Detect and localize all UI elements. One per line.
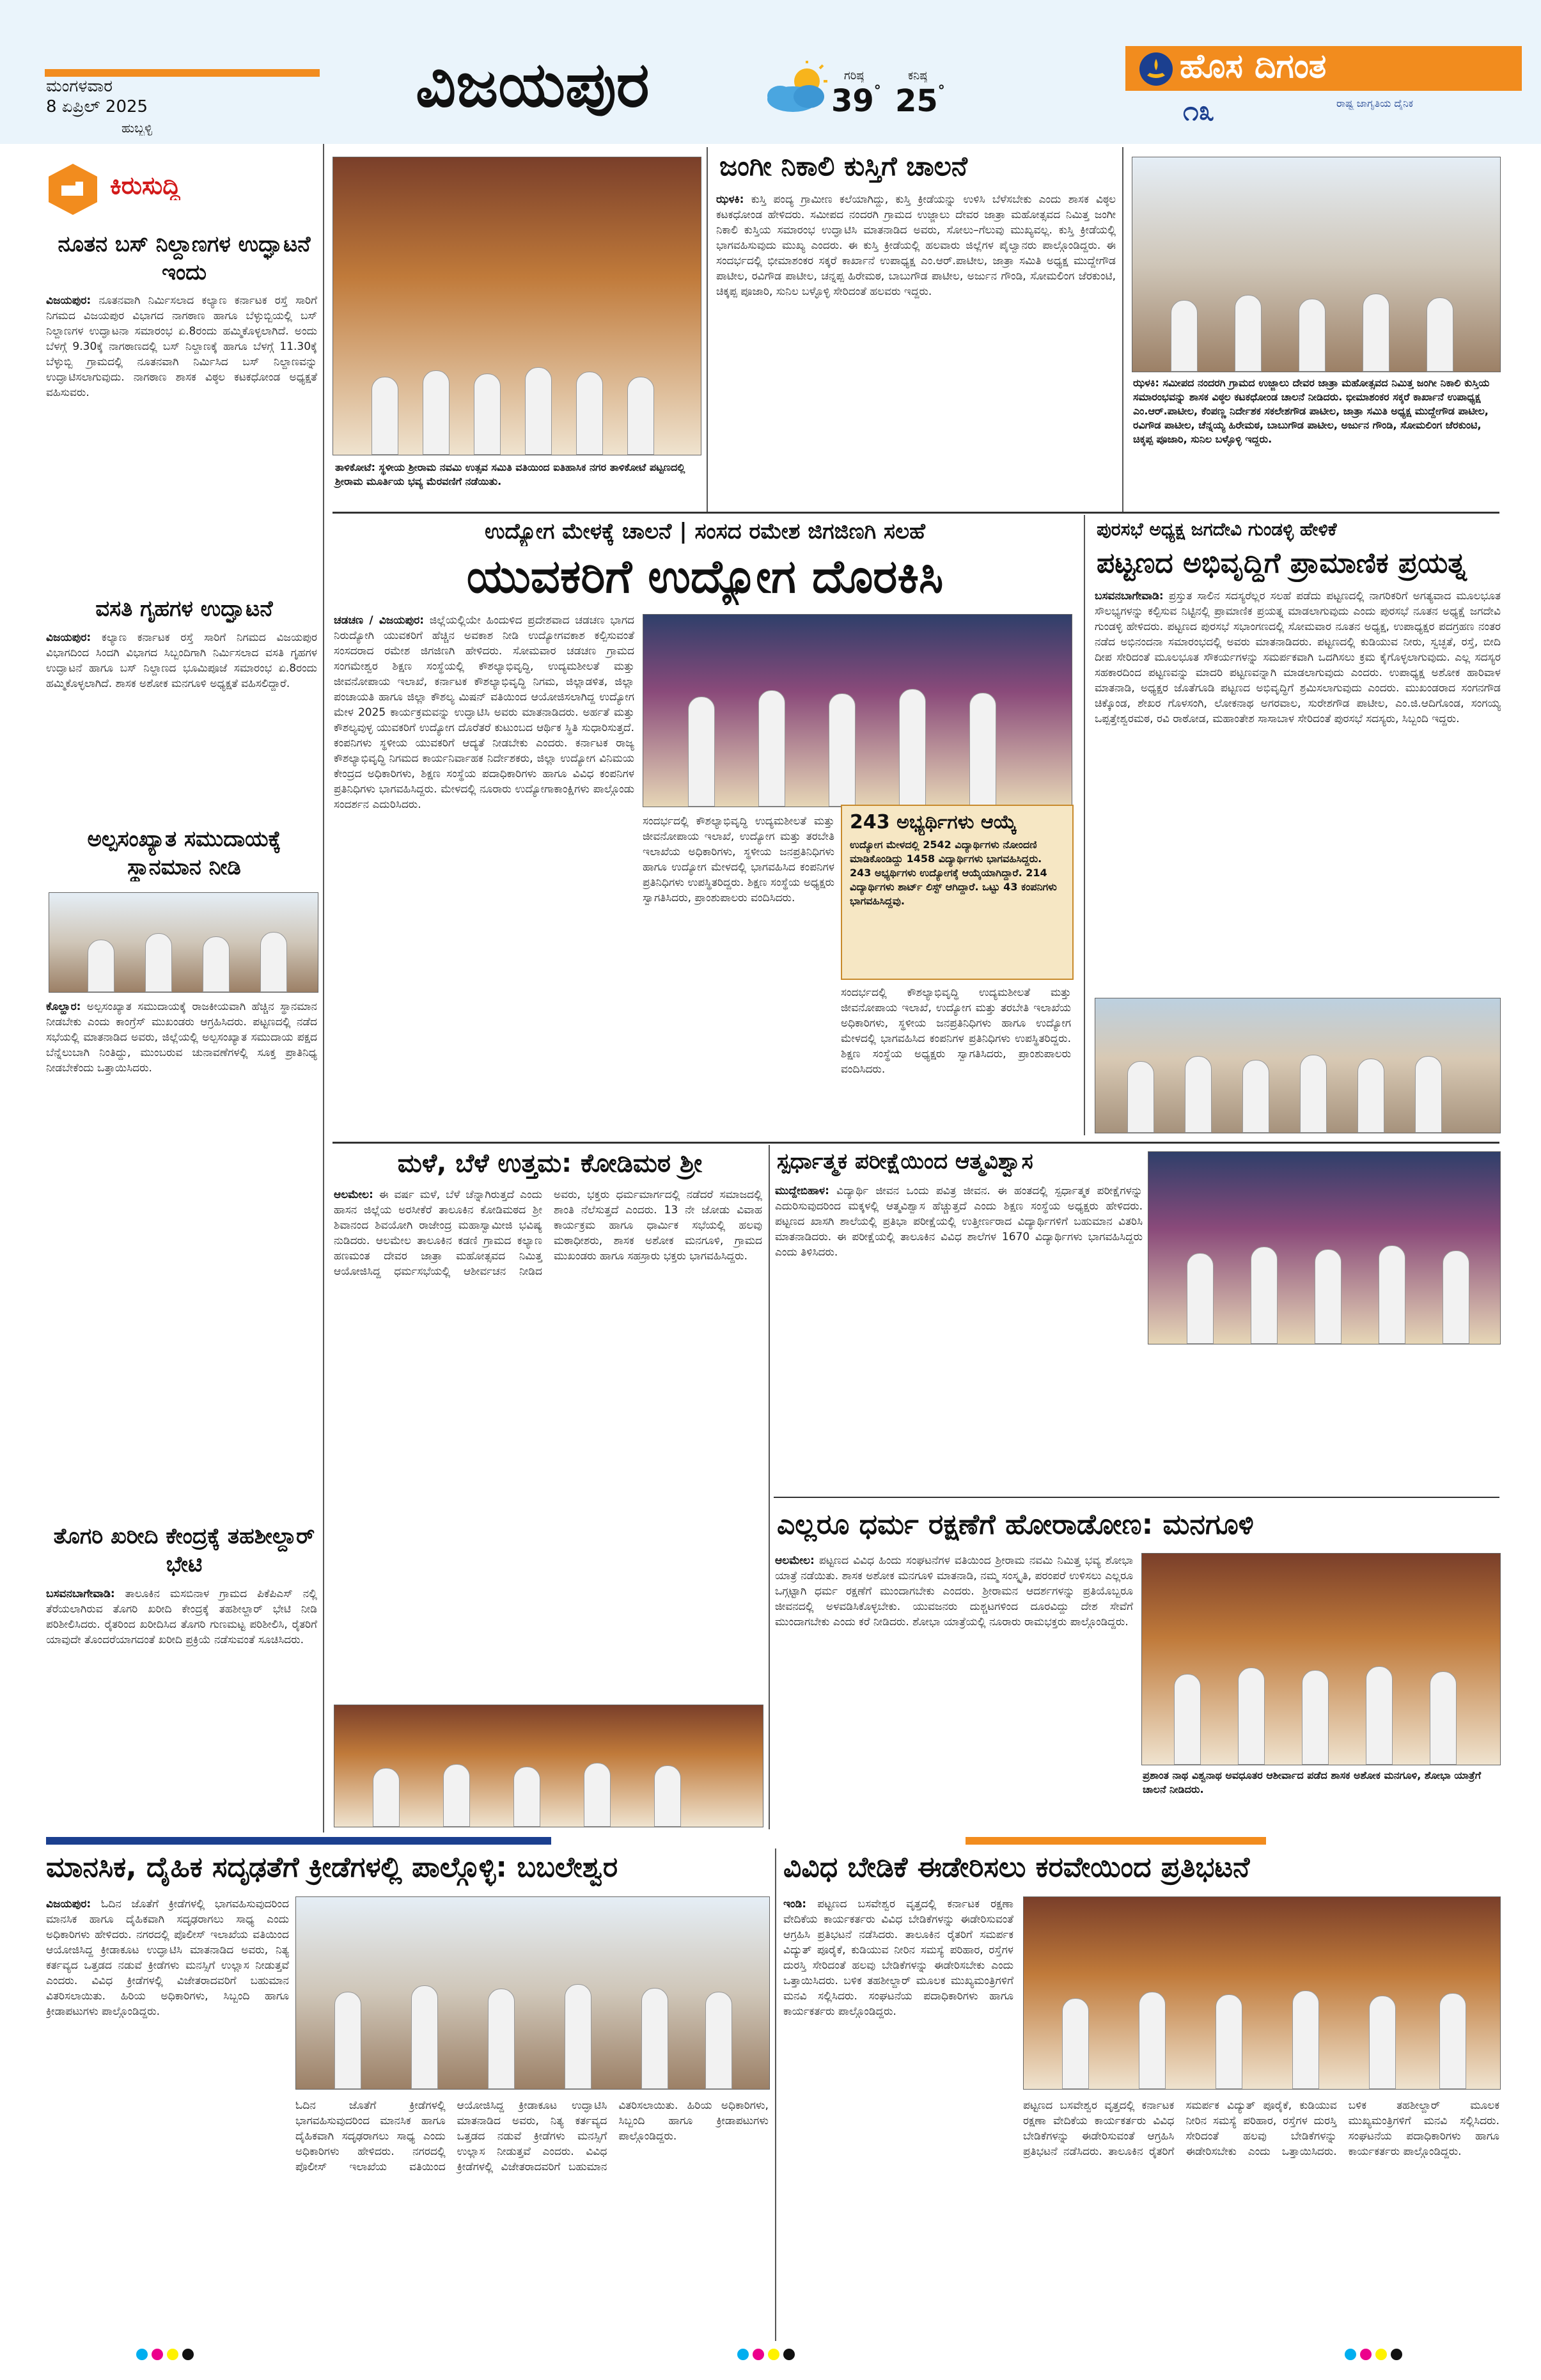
weather-max-label: ಗರಿಷ್ಠ — [844, 69, 864, 83]
municipal-kicker: ಪುರಸಭೆ ಅಧ್ಯಕ್ಷ ಜಗದೇವಿ ಗುಂಡಳ್ಳಿ ಹೇಳಿಕೆ — [1097, 519, 1337, 540]
jangi-photo — [1132, 157, 1501, 372]
weather-max-value: 39° — [831, 83, 881, 119]
rain-photo — [334, 1705, 763, 1827]
brief-body: ಬಸವನಬಾಗೇವಾಡಿ: ತಾಲೂಕಿನ ಮಸಬಿನಾಳ ಗ್ರಾಮದ ಪಿಕೆಪಿಎಸ್ ನಲ್ಲಿ ತೆರೆಯಲಾಗಿರುವ ತೊಗರಿ ಖರೀದಿ ಕೇಂದ್ರಕ್ಕೆ ತಹಶೀಲ್ದಾರ್ ಭೇಟಿ ನೀಡಿ ಪರಿಶೀಲಿಸಿದರು. ರೈತರಿಂದ ಖರೀದಿಸಿದ ತೊಗರಿ ಗುಣಮಟ್ಟ ಪರಿಶೀಲಿಸಿ, ರೈತರಿಗೆ ಯಾವುದೇ ತೊಂದರೆಯಾಗದಂತೆ ಖರೀದಿ ಪ್ರಕ್ರಿಯೆ ನಡೆಸುವಂತೆ ಸೂಚಿಸಿದರು. — [46, 1588, 317, 1646]
masthead-left-stripe — [45, 69, 320, 77]
divider — [774, 1497, 1499, 1498]
brief-headline: ತೊಗರಿ ಖರೀದಿ ಕೇಂದ್ರಕ್ಕೆ ತಹಶೀಲ್ದಾರ್ ಭೇಟಿ — [53, 1524, 315, 1577]
color-band — [46, 1837, 551, 1845]
date: 8 ಏಪ್ರಿಲ್ 2025 — [46, 97, 148, 116]
weather-cloud-sun-icon — [761, 61, 838, 118]
jobs-kicker: ಉದ್ಯೋಗ ಮೇಳಕ್ಕೆ ಚಾಲನೆ | ಸಂಸದ ರಮೇಶ ಜಿಗಜಿಣಗಿ ಸಲಹೆ — [484, 519, 926, 544]
rain-headline: ಮಳೆ, ಬೆಳೆ ಉತ್ತಮ: ಕೋಡಿಮಠ ಶ್ರೀ — [397, 1149, 703, 1178]
dharma-headline: ಎಲ್ಲರೂ ಧರ್ಮ ರಕ್ಷಣೆಗೆ ಹೋರಾಡೋಣ: ಮನಗೂಳಿ — [777, 1508, 1254, 1541]
color-band — [966, 1837, 1266, 1845]
municipal-body: ಬಸವನಬಾಗೇವಾಡಿ: ಪ್ರಸ್ತುತ ಸಾಲಿನ ಸದಸ್ಯರೆಲ್ಲರ ಸಲಹೆ ಪಡೆದು ಪಟ್ಟಣದಲ್ಲಿ ನಾಗರಿಕರಿಗೆ ಅಗತ್ಯವಾದ ಮೂಲಭೂತ ಸೌಲಭ್ಯಗಳನ್ನು ಕಲ್ಪಿಸುವ ನಿಟ್ಟಿನಲ್ಲಿ ಪ್ರಾಮಾಣಿಕ ಪ್ರಯತ್ನ ಮಾಡಲಾಗುವುದು ಎಂದು ಪುರಸಭೆ ನೂತನ ಅಧ್ಯಕ್ಷೆ ಜಗದೇವಿ ಗುಂಡಳ್ಳಿ ಹೇಳಿದರು. ಪಟ್ಟಣದ ಪುರಸಭೆ ಸಭಾಂಗಣದಲ್ಲಿ ಸೋಮವಾರ ನೂತನ ಅಧ್ಯಕ್ಷ, ಉಪಾಧ್ಯಕ್ಷರ ಪದಗ್ರಹಣ ನಂತರ ನಡೆದ ಅಭಿನಂದನಾ ಸಮಾರಂಭದಲ್ಲಿ ಅವರು ಮಾತನಾಡಿದರು. ಪಟ್ಟಣದಲ್ಲಿ ಕುಡಿಯುವ ನೀರು, ಸ್ವಚ್ಛತೆ, ರಸ್ತೆ, ಬೀದಿ ದೀಪ ಸೇರಿದಂತೆ ಮೂಲಭೂತ ಸೌಕರ್ಯಗಳನ್ನು ಸಮರ್ಪಕವಾಗಿ ಒದಗಿಸಲು ಕ್ರಮ ಕೈಗೊಳ್ಳಲಾಗುವುದು. ಎಲ್ಲ ಸದಸ್ಯರ ಸಹಕಾರದಿಂದ ಪಟ್ಟಣವನ್ನು ಮಾದರಿ ಪಟ್ಟಣವನ್ನಾಗಿ ಮಾಡಲಾಗುವುದು ಎಂದರು. ಉಪಾಧ್ಯಕ್ಷ ಅಶೋಕ ಹಾರಿವಾಳ ಮಾತನಾಡಿ, ಅಧ್ಯಕ್ಷರ ಜೊತೆಗೂಡಿ ಪಟ್ಟಣದ ಅಭಿವೃದ್ಧಿಗೆ ಶ್ರಮಿಸಲಾಗುವುದು ಎಂದರು. ಮುಖಂಡರಾದ ಸಂಗನಗೌಡ ಚಿಕ್ಕೊಂಡ, ಶೇಖರ ಗೊಳಸಂಗಿ, ಲೋಕನಾಥ ಅಗರವಾಲ, ಸುರೇಶಗೌಡ ಪಾಟೀಲ, ಎಂ.ಜಿ.ಆದಿಗೊಂಡ, ಸಂಗಯ್ಯ ಒಪ್ಪತ್ತೇಶ್ವರಮಠ, ರವಿ ರಾಠೋಡ, ಮಹಾಂತೇಶ ಸಾಸಾಬಾಳ ಸೇರಿದಂತೆ ಪುರಸಭೆ ಸದಸ್ಯರು, ಸಿಬ್ಬಂದಿ ಇದ್ದರು. — [1095, 590, 1501, 725]
weekday: ಮಂಗಳವಾರ — [46, 77, 113, 96]
exam-photo — [1148, 1151, 1501, 1344]
brief-body: ವಿಜಯಪುರ: ಕಲ್ಯಾಣ ಕರ್ನಾಟಕ ರಸ್ತೆ ಸಾರಿಗೆ ನಿಗಮದ ವಿಜಯಪುರ ವಿಭಾಗದಿಂದ ಸಿಂದಗಿ ವಿಭಾಗದ ಸಿಬ್ಬಂದಿಗಾಗಿ ನಿರ್ಮಿಸಲಾದ ವಸತಿ ಗೃಹಗಳ ಉದ್ಘಾಟನೆ ಹಾಗೂ ಬಸ್ ನಿಲ್ದಾಣದ ಭೂಮಿಪೂಜೆ ಸಮಾರಂಭ ಏ.8ರಂದು ಹಮ್ಮಿಕೊಳ್ಳಲಾಗಿದೆ. ಶಾಸಕ ಅಶೋಕ ಮನಗೂಳಿ ಅಧ್ಯಕ್ಷತೆ ವಹಿಸಲಿದ್ದಾರೆ. — [46, 631, 317, 690]
masthead — [0, 0, 1541, 144]
protest-headline: ವಿವಿಧ ಬೇಡಿಕೆ ಈಡೇರಿಸಲು ಕರವೇಯಿಂದ ಪ್ರತಿಭಟನೆ — [783, 1851, 1250, 1884]
sports-body: ವಿಜಯಪುರ: ಓದಿನ ಜೊತೆಗೆ ಕ್ರೀಡೆಗಳಲ್ಲಿ ಭಾಗವಹಿಸುವುದರಿಂದ ಮಾನಸಿಕ ಹಾಗೂ ದೈಹಿಕವಾಗಿ ಸದೃಢರಾಗಲು ಸಾಧ್ಯ ಎಂದು ಅಧಿಕಾರಿಗಳು ಹೇಳಿದರು. ನಗರದಲ್ಲಿ ಪೊಲೀಸ್ ಇಲಾಖೆಯ ವತಿಯಿಂದ ಆಯೋಜಿಸಿದ್ದ ಕ್ರೀಡಾಕೂಟ ಉದ್ಘಾಟಿಸಿ ಮಾತನಾಡಿದ ಅವರು, ನಿತ್ಯ ಕರ್ತವ್ಯದ ಒತ್ತಡದ ನಡುವೆ ಕ್ರೀಡೆಗಳು ಮನಸ್ಸಿಗೆ ಉಲ್ಲಾಸ ನೀಡುತ್ತವೆ ಎಂದರು. ವಿವಿಧ ಕ್ರೀಡೆಗಳಲ್ಲಿ ವಿಜೇತರಾದವರಿಗೆ ಬಹುಮಾನ ವಿತರಿಸಲಾಯಿತು. ಹಿರಿಯ ಅಧಿಕಾರಿಗಳು, ಸಿಬ್ಬಂದಿ ಹಾಗೂ ಕ್ರೀಡಾಪಟುಗಳು ಪಾಲ್ಗೊಂಡಿದ್ದರು. — [46, 1898, 289, 2018]
print-registration-marks — [735, 2349, 797, 2363]
jangi-headline: ಜಂಗೀ ನಿಕಾಲಿ ಕುಸ್ತಿಗೆ ಚಾಲನೆ — [719, 150, 967, 182]
sports-headline: ಮಾನಸಿಕ, ದೈಹಿಕ ಸದೃಢತೆಗೆ ಕ್ರೀಡೆಗಳಲ್ಲಿ ಪಾಲ್ಗೊಳ್ಳಿ: ಬಬಲೇಶ್ವರ — [46, 1851, 618, 1884]
brief-headline: ಅಲ್ಪಸಂಖ್ಯಾತ ಸಮುದಾಯಕ್ಕೆ ಸ್ಥಾನಮಾನ ನೀಡಿ — [87, 826, 281, 880]
print-registration-marks — [134, 2349, 196, 2363]
briefs-section-label: ಕಿರುಸುದ್ದಿ — [110, 171, 181, 200]
divider — [323, 144, 324, 1832]
sports-photo — [295, 1896, 770, 2090]
dharma-photo — [1141, 1553, 1501, 1765]
exam-headline: ಸ್ಪರ್ಧಾತ್ಮಕ ಪರೀಕ್ಷೆಯಿಂದ ಆತ್ಮವಿಶ್ವಾಸ — [777, 1149, 1033, 1174]
jobs-body: ಚಡಚಣ / ವಿಜಯಪುರ: ಜಿಲ್ಲೆಯಲ್ಲಿಯೇ ಹಿಂದುಳಿದ ಪ್ರದೇಶವಾದ ಚಡಚಣ ಭಾಗದ ನಿರುದ್ಯೋಗಿ ಯುವಕರಿಗೆ ಹೆಚ್ಚಿನ ಅವಕಾಶ ನೀಡಿ ಉದ್ಯೋಗವಕಾಶ ಕಲ್ಪಿಸುವಂತೆ ಸಂಸದರಾದ ರಮೇಶ ಜಿಗಜಿಣಗಿ ಹೇಳಿದರು. ಸೋಮವಾರ ಚಡಚಣ ಗ್ರಾಮದ ಸಂಗಮೇಶ್ವರ ಶಿಕ್ಷಣ ಸಂಸ್ಥೆಯಲ್ಲಿ ಕೌಶಲ್ಯಾಭಿವೃದ್ಧಿ, ಉದ್ಯಮಶೀಲತೆ ಮತ್ತು ಜೀವನೋಪಾಯ ಇಲಾಖೆ, ಕರ್ನಾಟಕ ಕೌಶಲ್ಯಾಭಿವೃದ್ಧಿ ನಿಗಮ, ಜಿಲ್ಲಾಡಳಿತ, ಜಿಲ್ಲಾ ಪಂಚಾಯತಿ ಹಾಗೂ ಜಿಲ್ಲಾ ಕೌಶಲ್ಯ ಮಿಷನ್ ವತಿಯಿಂದ ಆಯೋಜಿಸಲಾಗಿದ್ದ ಉದ್ಯೋಗ ಮೇಳ 2025 ಕಾರ್ಯಕ್ರಮವನ್ನು ಉದ್ಘಾಟಿಸಿ ಅವರು ಮಾತನಾಡಿದರು. ಅರ್ಹತೆ ಮತ್ತು ಕೌಶಲ್ಯವುಳ್ಳ ಯುವಕರಿಗೆ ಉದ್ಯೋಗ ದೊರೆತರೆ ಕುಟುಂಬದ ಆರ್ಥಿಕ ಸ್ಥಿತಿ ಸುಧಾರಿಸುತ್ತದೆ. ಕಂಪನಿಗಳು ಸ್ಥಳೀಯ ಯುವಕರಿಗೆ ಆದ್ಯತೆ ನೀಡಬೇಕು ಎಂದರು. ಕರ್ನಾಟಕ ರಾಜ್ಯ ಕೌಶಲ್ಯಾಭಿವೃದ್ಧಿ ನಿಗಮದ ಕಾರ್ಯನಿರ್ವಾಹಕ ನಿರ್ದೇಶಕರು, ಜಿಲ್ಲಾ ಉದ್ಯೋಗ ವಿನಿಮಯ ಕೇಂದ್ರದ ಅಧಿಕಾರಿಗಳು, ಶಿಕ್ಷಣ ಸಂಸ್ಥೆಯ ಪದಾಧಿಕಾರಿಗಳು ಹಾಗೂ ವಿವಿಧ ಕಂಪನಿಗಳ ಪ್ರತಿನಿಧಿಗಳು ಭಾಗವಹಿಸಿದ್ದರು. ಮೇಳದಲ್ಲಿ ನೂರಾರು ಉದ್ಯೋಗಾಕಾಂಕ್ಷಿಗಳು ಪಾಲ್ಗೊಂಡು ಸಂದರ್ಶನ ಎದುರಿಸಿದರು. — [334, 614, 634, 811]
jangi-body: ಝಳಕಿ: ಕುಸ್ತಿ ಪಂದ್ಯ ಗ್ರಾಮೀಣ ಕಲೆಯಾಗಿದ್ದು, ಕುಸ್ತಿ ಕ್ರೀಡೆಯನ್ನು ಉಳಿಸಿ ಬೆಳೆಸಬೇಕು ಎಂದು ಶಾಸಕ ವಿಠ್ಠಲ ಕಟಕಧೋಂಡ ಹೇಳಿದರು. ಸಮೀಪದ ನಂದರಗಿ ಗ್ರಾಮದ ಉಜ್ಜಾಲು ದೇವರ ಜಾತ್ರಾ ಮಹೋತ್ಸವದ ನಿಮಿತ್ತ ಜಂಗೀ ನಿಕಾಲಿ ಕುಸ್ತಿಯ ಸಮಾರಂಭ ಉದ್ಘಾಟಿಸಿ ಮಾತನಾಡಿದ ಅವರು, ಸೋಲು–ಗೆಲುವು ಮುಖ್ಯವಲ್ಲ. ಕುಸ್ತಿ ಕ್ರೀಡೆಯಲ್ಲಿ ಭಾಗವಹಿಸುವುದು ಮುಖ್ಯ ಎಂದರು. ಈ ಕುಸ್ತಿ ಕ್ರೀಡೆಯಲ್ಲಿ ಹಲವಾರು ಜಿಲ್ಲೆಗಳ ಪೈಲ್ವಾನರು ಪಾಲ್ಗೊಂಡಿದ್ದರು. ಈ ಸಂದರ್ಭದಲ್ಲಿ ಭೀಮಾಶಂಕರ ಸಕ್ಕರೆ ಕಾರ್ಖಾನೆ ಉಪಾಧ್ಯಕ್ಷ ಎಂ.ಆರ್.ಪಾಟೀಲ, ಜಾತ್ರಾ ಸಮಿತಿ ಅಧ್ಯಕ್ಷ ಮುದ್ದೇಗೌಡ ಪಾಟೀಲ, ರವಿಗೌಡ ಪಾಟೀಲ, ಚನ್ನಪ್ಪ ಹಿರೇಮಠ, ಬಾಬುಗೌಡ ಪಾಟೀಲ, ಅರ್ಜುನ ಗೌಂಡಿ, ಸೋಮಲಿಂಗ ಜೆರಕುಂಟಿ, ಚಿಕ್ಕಪ್ಪ ಪೂಜಾರಿ, ಸುನಿಲ ಬಳ್ಳೊಳ್ಳಿ ಸೇರಿದಂತೆ ಹಲವರು ಇದ್ದರು. — [716, 193, 1116, 298]
tagline: ರಾಷ್ಟ್ರ ಜಾಗೃತಿಯ ದೈನಿಕ — [1336, 97, 1414, 109]
protest-photo — [1023, 1896, 1501, 2090]
divider — [332, 1142, 1499, 1144]
paper-name: ಹೊಸ ದಿಗಂತ — [1180, 47, 1327, 86]
brief-headline: ನೂತನ ಬಸ್ ನಿಲ್ದಾಣಗಳ ಉದ್ಘಾಟನೆ ಇಂದು — [58, 232, 311, 285]
divider — [707, 147, 708, 512]
city: ಹುಬ್ಬಳ್ಳಿ — [121, 120, 153, 136]
divider — [775, 1848, 776, 2341]
dharma-body: ಆಲಮೇಲ: ಪಟ್ಟಣದ ವಿವಿಧ ಹಿಂದು ಸಂಘಟನೆಗಳ ವತಿಯಿಂದ ಶ್ರೀರಾಮ ನವಮಿ ನಿಮಿತ್ತ ಭವ್ಯ ಶೋಭಾ ಯಾತ್ರೆ ನಡೆಯಿತು. ಶಾಸಕ ಅಶೋಕ ಮನಗೂಳಿ ಮಾತನಾಡಿ, ನಮ್ಮ ಸಂಸ್ಕೃತಿ, ಪರಂಪರೆ ಉಳಿಸಲು ಎಲ್ಲರೂ ಒಗ್ಗಟ್ಟಾಗಿ ಧರ್ಮ ರಕ್ಷಣೆಗೆ ಮುಂದಾಗಬೇಕು ಎಂದರು. ಶ್ರೀರಾಮನ ಆದರ್ಶಗಳನ್ನು ಪ್ರತಿಯೊಬ್ಬರೂ ಜೀವನದಲ್ಲಿ ಅಳವಡಿಸಿಕೊಳ್ಳಬೇಕು. ಯುವಜನರು ದುಶ್ಚಟಗಳಿಂದ ದೂರವಿದ್ದು ದೇಶ ಸೇವೆಗೆ ಮುಂದಾಗಬೇಕು ಎಂದು ಕರೆ ನೀಡಿದರು. ಶೋಭಾ ಯಾತ್ರೆಯಲ್ಲಿ ನೂರಾರು ರಾಮಭಕ್ತರು ಪಾಲ್ಗೊಂಡಿದ್ದರು. — [775, 1554, 1133, 1628]
municipal-headline: ಪಟ್ಟಣದ ಅಭಿವೃದ್ಧಿಗೆ ಪ್ರಾಮಾಣಿಕ ಪ್ರಯತ್ನ — [1097, 547, 1467, 579]
brief-photo — [49, 892, 318, 993]
top-photo-caption: ತಾಳಿಕೋಟೆ: ಸ್ಥಳೀಯ ಶ್ರೀರಾಮ ನವಮಿ ಉತ್ಸವ ಸಮಿತಿ ವತಿಯಿಂದ ಐತಿಹಾಸಿಕ ನಗರ ತಾಳಿಕೋಟೆ ಪಟ್ಟಣದಲ್ಲಿ ಶ್ರೀರಾಮ ಮೂರ್ತಿಯ ಭವ್ಯ ಮೆರವಣಿಗೆ ನಡೆಯಿತು. — [335, 461, 685, 487]
jobs-highlight-title: 243 ಅಭ್ಯರ್ಥಿಗಳು ಆಯ್ಕೆ — [850, 811, 1017, 833]
page-number: ೧೩ — [1183, 95, 1215, 127]
protest-body: ಇಂಡಿ: ಪಟ್ಟಣದ ಬಸವೇಶ್ವರ ವೃತ್ತದಲ್ಲಿ ಕರ್ನಾಟಕ ರಕ್ಷಣಾ ವೇದಿಕೆಯ ಕಾರ್ಯಕರ್ತರು ವಿವಿಧ ಬೇಡಿಕೆಗಳನ್ನು ಈಡೇರಿಸುವಂತೆ ಆಗ್ರಹಿಸಿ ಪ್ರತಿಭಟನೆ ನಡೆಸಿದರು. ತಾಲೂಕಿನ ರೈತರಿಗೆ ಸಮರ್ಪಕ ವಿದ್ಯುತ್ ಪೂರೈಕೆ, ಕುಡಿಯುವ ನೀರಿನ ಸಮಸ್ಯೆ ಪರಿಹಾರ, ರಸ್ತೆಗಳ ದುರಸ್ತಿ ಸೇರಿದಂತೆ ಹಲವು ಬೇಡಿಕೆಗಳನ್ನು ಈಡೇರಿಸಬೇಕು ಎಂದು ಒತ್ತಾಯಿಸಿದರು. ಬಳಿಕ ತಹಶೀಲ್ದಾರ್ ಮೂಲಕ ಮುಖ್ಯಮಂತ್ರಿಗಳಿಗೆ ಮನವಿ ಸಲ್ಲಿಸಿದರು. ಸಂಘಟನೆಯ ಪದಾಧಿಕಾರಿಗಳು ಹಾಗೂ ಕಾರ್ಯಕರ್ತರು ಪಾಲ್ಗೊಂಡಿದ್ದರು. — [783, 1898, 1013, 2018]
divider — [1122, 147, 1123, 512]
lamp-logo-icon — [1138, 51, 1174, 87]
jobs-headline: ಯುವಕರಿಗೆ ಉದ್ಯೋಗ ದೊರಕಿಸಿ — [466, 549, 944, 603]
jobs-body-right: ಸಂದರ್ಭದಲ್ಲಿ ಕೌಶಲ್ಯಾಭಿವೃದ್ಧಿ ಉದ್ಯಮಶೀಲತೆ ಮತ್ತು ಜೀವನೋಪಾಯ ಇಲಾಖೆ, ಉದ್ಯೋಗ ಮತ್ತು ತರಬೇತಿ ಇಲಾಖೆಯ ಅಧಿಕಾರಿಗಳು, ಸ್ಥಳೀಯ ಜನಪ್ರತಿನಿಧಿಗಳು ಹಾಗೂ ಉದ್ಯೋಗ ಮೇಳದಲ್ಲಿ ಭಾಗವಹಿಸಿದ ಕಂಪನಿಗಳ ಪ್ರತಿನಿಧಿಗಳು ಉಪಸ್ಥಿತರಿದ್ದರು. ಶಿಕ್ಷಣ ಸಂಸ್ಥೆಯ ಅಧ್ಯಕ್ಷರು ಸ್ವಾಗತಿಸಿದರು, ಪ್ರಾಂಶುಪಾಲರು ವಂದಿಸಿದರು. — [643, 815, 834, 904]
brief-body: ವಿಜಯಪುರ: ನೂತನವಾಗಿ ನಿರ್ಮಿಸಲಾದ ಕಲ್ಯಾಣ ಕರ್ನಾಟಕ ರಸ್ತೆ ಸಾರಿಗೆ ನಿಗಮದ ವಿಜಯಪುರ ವಿಭಾಗದ ನಾಗಠಾಣ ಹಾಗೂ ಬೆಳ್ಳುಬ್ಬಿಯಲ್ಲಿ ಬಸ್ ನಿಲ್ದಾಣಗಳ ಉದ್ಘಾಟನಾ ಸಮಾರಂಭ ಏ.8ರಂದು ಹಮ್ಮಿಕೊಳ್ಳಲಾಗಿದೆ. ಅಂದು ಬೆಳಗ್ಗೆ 9.30ಕ್ಕೆ ನಾಗಠಾಣದಲ್ಲಿ ಬಸ್ ನಿಲ್ದಾಣಕ್ಕೆ ಹಾಗೂ ಬೆಳಗ್ಗೆ 11.30ಕ್ಕೆ ಬೆಳ್ಳುಬ್ಬಿ ಗ್ರಾಮದಲ್ಲಿ ನೂತನವಾಗಿ ನಿರ್ಮಿಸಿದ ಬಸ್ ನಿಲ್ದಾಣವನ್ನು ಉದ್ಘಾಟಿಸಲಾಗುವುದು. ನಾಗಠಾಣ ಶಾಸಕ ವಿಠ್ಠಲ ಕಟಕಧೋಂಡ ಅಧ್ಯಕ್ಷತೆ ವಹಿಸುವರು. — [46, 294, 317, 399]
top-photo — [332, 157, 701, 455]
jobs-body-continued: ಸಂದರ್ಭದಲ್ಲಿ ಕೌಶಲ್ಯಾಭಿವೃದ್ಧಿ ಉದ್ಯಮಶೀಲತೆ ಮತ್ತು ಜೀವನೋಪಾಯ ಇಲಾಖೆ, ಉದ್ಯೋಗ ಮತ್ತು ತರಬೇತಿ ಇಲಾಖೆಯ ಅಧಿಕಾರಿಗಳು, ಸ್ಥಳೀಯ ಜನಪ್ರತಿನಿಧಿಗಳು ಹಾಗೂ ಉದ್ಯೋಗ ಮೇಳದಲ್ಲಿ ಭಾಗವಹಿಸಿದ ಕಂಪನಿಗಳ ಪ್ರತಿನಿಧಿಗಳು ಉಪಸ್ಥಿತರಿದ್ದರು. ಶಿಕ್ಷಣ ಸಂಸ್ಥೆಯ ಅಧ್ಯಕ್ಷರು ಸ್ವಾಗತಿಸಿದರು, ಪ್ರಾಂಶುಪಾಲರು ವಂದಿಸಿದರು. — [841, 986, 1071, 1076]
edition-title: ವಿಜಯಪುರ — [416, 50, 650, 120]
dharma-photo-caption: ಪ್ರಶಾಂತ ನಾಥ ವಿಶ್ವನಾಥ ಅವಧೂತರ ಆಶೀರ್ವಾದ ಪಡೆದ ಶಾಸಕ ಅಶೋಕ ಮನಗೂಳಿ, ಶೋಭಾ ಯಾತ್ರೆಗೆ ಚಾಲನೆ ನೀಡಿದರು. — [1143, 1769, 1482, 1795]
jobs-photo — [643, 614, 1072, 807]
municipal-photo — [1095, 998, 1501, 1133]
weather-min-label: ಕನಿಷ್ಠ — [908, 69, 928, 83]
jangi-photo-caption: ಝಳಕಿ: ಸಮೀಪದ ನಂದರಗಿ ಗ್ರಾಮದ ಉಜ್ಜಾಲು ದೇವರ ಜಾತ್ರಾ ಮಹೋತ್ಸವದ ನಿಮಿತ್ತ ಜಂಗೀ ನಿಕಾಲಿ ಕುಸ್ತಿಯ ಸಮಾರಂಭವನ್ನು ಶಾಸಕ ವಿಠ್ಠಲ ಕಟಕಧೋಂಡ ಚಾಲನೆ ನೀಡಿದರು. ಭೀಮಾಶಂಕರ ಸಕ್ಕರೆ ಕಾರ್ಖಾನೆ ಉಪಾಧ್ಯಕ್ಷ ಎಂ.ಆರ್.ಪಾಟೀಲ, ಕೆಂಪಣ್ಣ ನಿರ್ದೇಶಕ ಸಕಲೇಶಗೌಡ ಪಾಟೀಲ, ಜಾತ್ರಾ ಸಮಿತಿ ಅಧ್ಯಕ್ಷ ಮುದ್ದೇಗೌಡ ಪಾಟೀಲ, ರವಿಗೌಡ ಪಾಟೀಲ, ಚೆನ್ನಯ್ಯ ಹಿರೇಮಠ, ಬಾಬುಗೌಡ ಪಾಟೀಲ, ಅರ್ಜುನ ಗೌಂಡಿ, ಸೋಮಲಿಂಗ ಜೆರಕುಂಟಿ, ಚಿಕ್ಕಪ್ಪ ಪೂಜಾರಿ, ಸುನಿಲ ಬಳ್ಳೊಳ್ಳಿ ಇದ್ದರು. — [1133, 377, 1490, 445]
rain-body: ಆಲಮೇಲ: ಈ ವರ್ಷ ಮಳೆ, ಬೆಳೆ ಚೆನ್ನಾಗಿರುತ್ತದೆ ಎಂದು ಹಾಸನ ಜಿಲ್ಲೆಯ ಅರಸೀಕೆರೆ ತಾಲೂಕಿನ ಕೋಡಿಮಠದ ಶ್ರೀ ಶಿವಾನಂದ ಶಿವಯೋಗಿ ರಾಜೇಂದ್ರ ಮಹಾಸ್ವಾಮೀಜಿ ಭವಿಷ್ಯ ನುಡಿದರು. ಆಲಮೇಲ ತಾಲೂಕಿನ ಕಡಣಿ ಗ್ರಾಮದ ಕಲ್ಯಾಣ ಹಣಮಂತ ದೇವರ ಜಾತ್ರಾ ಮಹೋತ್ಸವದ ನಿಮಿತ್ತ ಆಯೋಜಿಸಿದ್ದ ಧರ್ಮಸಭೆಯಲ್ಲಿ ಆಶೀರ್ವಚನ ನೀಡಿದ ಅವರು, ಭಕ್ತರು ಧರ್ಮಮಾರ್ಗದಲ್ಲಿ ನಡೆದರೆ ಸಮಾಜದಲ್ಲಿ ಶಾಂತಿ ನೆಲೆಸುತ್ತದೆ ಎಂದರು. 13 ನೇ ಜೋಡು ವಿವಾಹ ಕಾರ್ಯಕ್ರಮ ಹಾಗೂ ಧಾರ್ಮಿಕ ಸಭೆಯಲ್ಲಿ ಹಲವು ಮಠಾಧೀಶರು, ಶಾಸಕ ಅಶೋಕ ಮನಗೂಳಿ, ಗ್ರಾಮದ ಮುಖಂಡರು ಹಾಗೂ ಸಹಸ್ರಾರು ಭಕ್ತರು ಭಾಗವಹಿಸಿದ್ದರು. — [334, 1188, 762, 1278]
briefs-label — [46, 159, 238, 220]
brief-body: ಕೊಲ್ಹಾರ: ಅಲ್ಪಸಂಖ್ಯಾತ ಸಮುದಾಯಕ್ಕೆ ರಾಜಕೀಯವಾಗಿ ಹೆಚ್ಚಿನ ಸ್ಥಾನಮಾನ ನೀಡಬೇಕು ಎಂದು ಕಾಂಗ್ರೆಸ್ ಮುಖಂಡರು ಆಗ್ರಹಿಸಿದರು. ಪಟ್ಟಣದಲ್ಲಿ ನಡೆದ ಸಭೆಯಲ್ಲಿ ಮಾತನಾಡಿದ ಅವರು, ಜಿಲ್ಲೆಯಲ್ಲಿ ಅಲ್ಪಸಂಖ್ಯಾತ ಸಮುದಾಯ ಪಕ್ಷದ ಬೆನ್ನೆಲುಬಾಗಿ ನಿಂತಿದ್ದು, ಮುಂಬರುವ ಚುನಾವಣೆಗಳಲ್ಲಿ ಸೂಕ್ತ ಪ್ರಾತಿನಿಧ್ಯ ನೀಡಬೇಕೆಂದು ಒತ್ತಾಯಿಸಿದರು. — [46, 1000, 317, 1075]
brief-headline: ವಸತಿ ಗೃಹಗಳ ಉದ್ಘಾಟನೆ — [95, 596, 273, 622]
jobs-highlight-body: ಉದ್ಯೋಗ ಮೇಳದಲ್ಲಿ 2542 ವಿದ್ಯಾರ್ಥಿಗಳು ನೋಂದಣಿ ಮಾಡಿಕೊಂಡಿದ್ದು 1458 ವಿದ್ಯಾರ್ಥಿಗಳು ಭಾಗವಹಿಸಿದ್ದರು. 243 ಅಭ್ಯರ್ಥಿಗಳು ಉದ್ಯೋಗಕ್ಕೆ ಆಯ್ಕೆಯಾಗಿದ್ದಾರೆ. 214 ವಿದ್ಯಾರ್ಥಿಗಳು ಶಾರ್ಟ್ ಲಿಸ್ಟ್ ಆಗಿದ್ದಾರೆ. ಒಟ್ಟು 43 ಕಂಪನಿಗಳು ಭಾಗವಹಿಸಿದ್ದವು. — [850, 839, 1057, 907]
protest-body-continued: ಪಟ್ಟಣದ ಬಸವೇಶ್ವರ ವೃತ್ತದಲ್ಲಿ ಕರ್ನಾಟಕ ರಕ್ಷಣಾ ವೇದಿಕೆಯ ಕಾರ್ಯಕರ್ತರು ವಿವಿಧ ಬೇಡಿಕೆಗಳನ್ನು ಈಡೇರಿಸುವಂತೆ ಆಗ್ರಹಿಸಿ ಪ್ರತಿಭಟನೆ ನಡೆಸಿದರು. ತಾಲೂಕಿನ ರೈತರಿಗೆ ಸಮರ್ಪಕ ವಿದ್ಯುತ್ ಪೂರೈಕೆ, ಕುಡಿಯುವ ನೀರಿನ ಸಮಸ್ಯೆ ಪರಿಹಾರ, ರಸ್ತೆಗಳ ದುರಸ್ತಿ ಸೇರಿದಂತೆ ಹಲವು ಬೇಡಿಕೆಗಳನ್ನು ಈಡೇರಿಸಬೇಕು ಎಂದು ಒತ್ತಾಯಿಸಿದರು. ಬಳಿಕ ತಹಶೀಲ್ದಾರ್ ಮೂಲಕ ಮುಖ್ಯಮಂತ್ರಿಗಳಿಗೆ ಮನವಿ ಸಲ್ಲಿಸಿದರು. ಸಂಘಟನೆಯ ಪದಾಧಿಕಾರಿಗಳು ಹಾಗೂ ಕಾರ್ಯಕರ್ತರು ಪಾಲ್ಗೊಂಡಿದ್ದರು. — [1023, 2099, 1499, 2158]
jobs-highlight-box — [841, 805, 1074, 980]
divider — [332, 512, 1499, 514]
print-registration-marks — [1343, 2349, 1404, 2363]
hand-pointing-icon — [46, 162, 100, 216]
divider — [1084, 515, 1085, 1135]
divider — [769, 1145, 770, 1829]
exam-body: ಮುದ್ದೇಬಿಹಾಳ: ವಿದ್ಯಾರ್ಥಿ ಜೀವನ ಒಂದು ಪವಿತ್ರ ಜೀವನ. ಈ ಹಂತದಲ್ಲಿ ಸ್ಪರ್ಧಾತ್ಮಕ ಪರೀಕ್ಷೆಗಳನ್ನು ಎದುರಿಸುವುದರಿಂದ ಮಕ್ಕಳಲ್ಲಿ ಆತ್ಮವಿಶ್ವಾಸ ಹೆಚ್ಚುತ್ತದೆ ಎಂದು ಶಿಕ್ಷಣ ಸಂಸ್ಥೆಯ ಅಧ್ಯಕ್ಷರು ಹೇಳಿದರು. ಪಟ್ಟಣದ ಖಾಸಗಿ ಶಾಲೆಯಲ್ಲಿ ಪ್ರತಿಭಾ ಪರೀಕ್ಷೆಯಲ್ಲಿ ಉತ್ತೀರ್ಣರಾದ ವಿದ್ಯಾರ್ಥಿಗಳಿಗೆ ಬಹುಮಾನ ವಿತರಿಸಿ ಮಾತನಾಡಿದರು. ಈ ಪರೀಕ್ಷೆಯಲ್ಲಿ ತಾಲೂಕಿನ ವಿವಿಧ ಶಾಲೆಗಳ 1670 ವಿದ್ಯಾರ್ಥಿಗಳು ಭಾಗವಹಿಸಿದ್ದರು ಎಂದು ತಿಳಿಸಿದರು. — [775, 1185, 1143, 1259]
weather-min-value: 25° — [895, 83, 945, 119]
sports-body-continued: ಓದಿನ ಜೊತೆಗೆ ಕ್ರೀಡೆಗಳಲ್ಲಿ ಭಾಗವಹಿಸುವುದರಿಂದ ಮಾನಸಿಕ ಹಾಗೂ ದೈಹಿಕವಾಗಿ ಸದೃಢರಾಗಲು ಸಾಧ್ಯ ಎಂದು ಅಧಿಕಾರಿಗಳು ಹೇಳಿದರು. ನಗರದಲ್ಲಿ ಪೊಲೀಸ್ ಇಲಾಖೆಯ ವತಿಯಿಂದ ಆಯೋಜಿಸಿದ್ದ ಕ್ರೀಡಾಕೂಟ ಉದ್ಘಾಟಿಸಿ ಮಾತನಾಡಿದ ಅವರು, ನಿತ್ಯ ಕರ್ತವ್ಯದ ಒತ್ತಡದ ನಡುವೆ ಕ್ರೀಡೆಗಳು ಮನಸ್ಸಿಗೆ ಉಲ್ಲಾಸ ನೀಡುತ್ತವೆ ಎಂದರು. ವಿವಿಧ ಕ್ರೀಡೆಗಳಲ್ಲಿ ವಿಜೇತರಾದವರಿಗೆ ಬಹುಮಾನ ವಿತರಿಸಲಾಯಿತು. ಹಿರಿಯ ಅಧಿಕಾರಿಗಳು, ಸಿಬ್ಬಂದಿ ಹಾಗೂ ಕ್ರೀಡಾಪಟುಗಳು ಪಾಲ್ಗೊಂಡಿದ್ದರು. — [295, 2099, 769, 2173]
